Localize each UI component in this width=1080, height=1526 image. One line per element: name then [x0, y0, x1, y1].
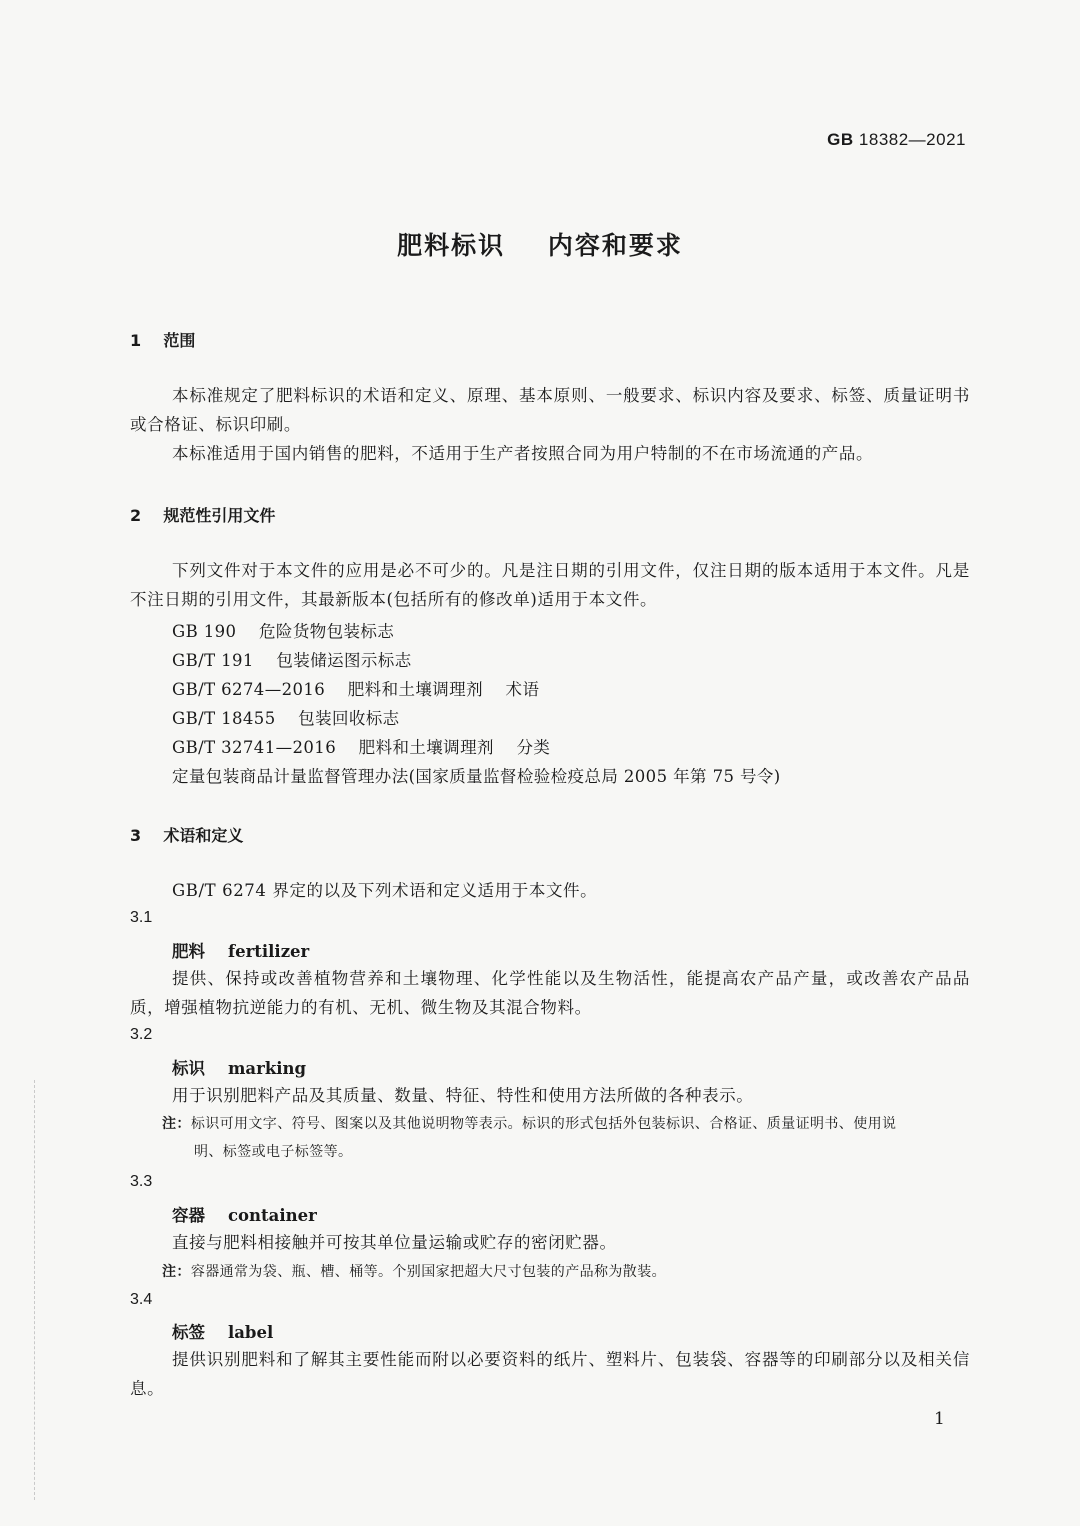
- reference-item: GB/T 32741—2016 肥料和土壤调理剂 分类: [172, 738, 551, 757]
- term-definition: 直接与肥料相接触并可按其单位量运输或贮存的密闭贮器。: [172, 1233, 617, 1252]
- clause-number: 3.4: [130, 1291, 153, 1308]
- note-text: 容器通常为袋、瓶、槽、桶等。个别国家把超大尺寸包装的产品称为散装。: [190, 1264, 667, 1280]
- reference-item: GB/T 6274—2016 肥料和土壤调理剂 术语: [172, 680, 540, 699]
- note-label: 注：: [162, 1264, 191, 1280]
- clause-number: 3.2: [130, 1026, 153, 1043]
- section-1-heading: 1 范围: [130, 331, 196, 350]
- note: [162, 1258, 972, 1286]
- scan-margin-line: [34, 1080, 36, 1500]
- note-text-continued: 明、标签或电子标签等。: [194, 1144, 353, 1160]
- clause-number: 3.1: [130, 909, 153, 926]
- clause-number: 3.3: [130, 1173, 153, 1190]
- standard-code: [827, 130, 966, 150]
- standard-prefix: GB: [827, 130, 854, 149]
- document-title: 肥料标识 内容和要求: [397, 231, 683, 260]
- section-1-para-2: 本标准适用于国内销售的肥料，不适用于生产者按照合同为用户特制的不在市场流通的产品。: [172, 444, 874, 463]
- section-2-para: 下列文件对于本文件的应用是必不可少的。凡是注日期的引用文件，仅注日期的版本适用于本文件。凡是不注日期的引用文件，其最新版本(包括所有的修改单)适用于本文件。: [130, 561, 970, 609]
- reference-item: 定量包装商品计量监督管理办法(国家质量监督检验检疫总局 2005 年第 75 号令): [172, 767, 781, 786]
- term-container: 容器 container: [172, 1206, 317, 1225]
- reference-item: GB/T 191 包装储运图示标志: [172, 651, 412, 670]
- term-definition: 提供、保持或改善植物营养和土壤物理、化学性能以及生物活性，能提高农产品产量，或改善农产品品质，增强植物抗逆能力的有机、无机、微生物及其混合物料。: [130, 969, 970, 1017]
- reference-item: GB/T 18455 包装回收标志: [172, 709, 400, 728]
- page-number: 1: [934, 1409, 945, 1429]
- note-text: 标识可用文字、符号、图案以及其他说明物等表示。标识的形式包括外包装标识、合格证、质量证明书、使用说: [190, 1116, 897, 1132]
- term-definition: 提供识别肥料和了解其主要性能而附以必要资料的纸片、塑料片、包装袋、容器等的印刷部分以及相关信息。: [130, 1350, 970, 1398]
- section-1-para-1: 本标准规定了肥料标识的术语和定义、原理、基本原则、一般要求、标识内容及要求、标签、质量证明书或合格证、标识印刷。: [130, 386, 970, 434]
- section-2-heading: 2 规范性引用文件: [130, 506, 276, 525]
- term-marking: 标识 marking: [172, 1059, 307, 1078]
- note: [162, 1110, 972, 1166]
- term-fertilizer: 肥料 fertilizer: [172, 942, 310, 961]
- term-label: 标签 label: [172, 1323, 274, 1342]
- section-3-heading: 3 术语和定义: [130, 826, 244, 845]
- reference-item: GB 190 危险货物包装标志: [172, 622, 395, 641]
- note-label: 注：: [162, 1116, 191, 1132]
- term-definition: 用于识别肥料产品及其质量、数量、特征、特性和使用方法所做的各种表示。: [172, 1086, 754, 1105]
- section-3-intro: GB/T 6274 界定的以及下列术语和定义适用于本文件。: [172, 881, 598, 900]
- standard-number: 18382—2021: [858, 130, 966, 149]
